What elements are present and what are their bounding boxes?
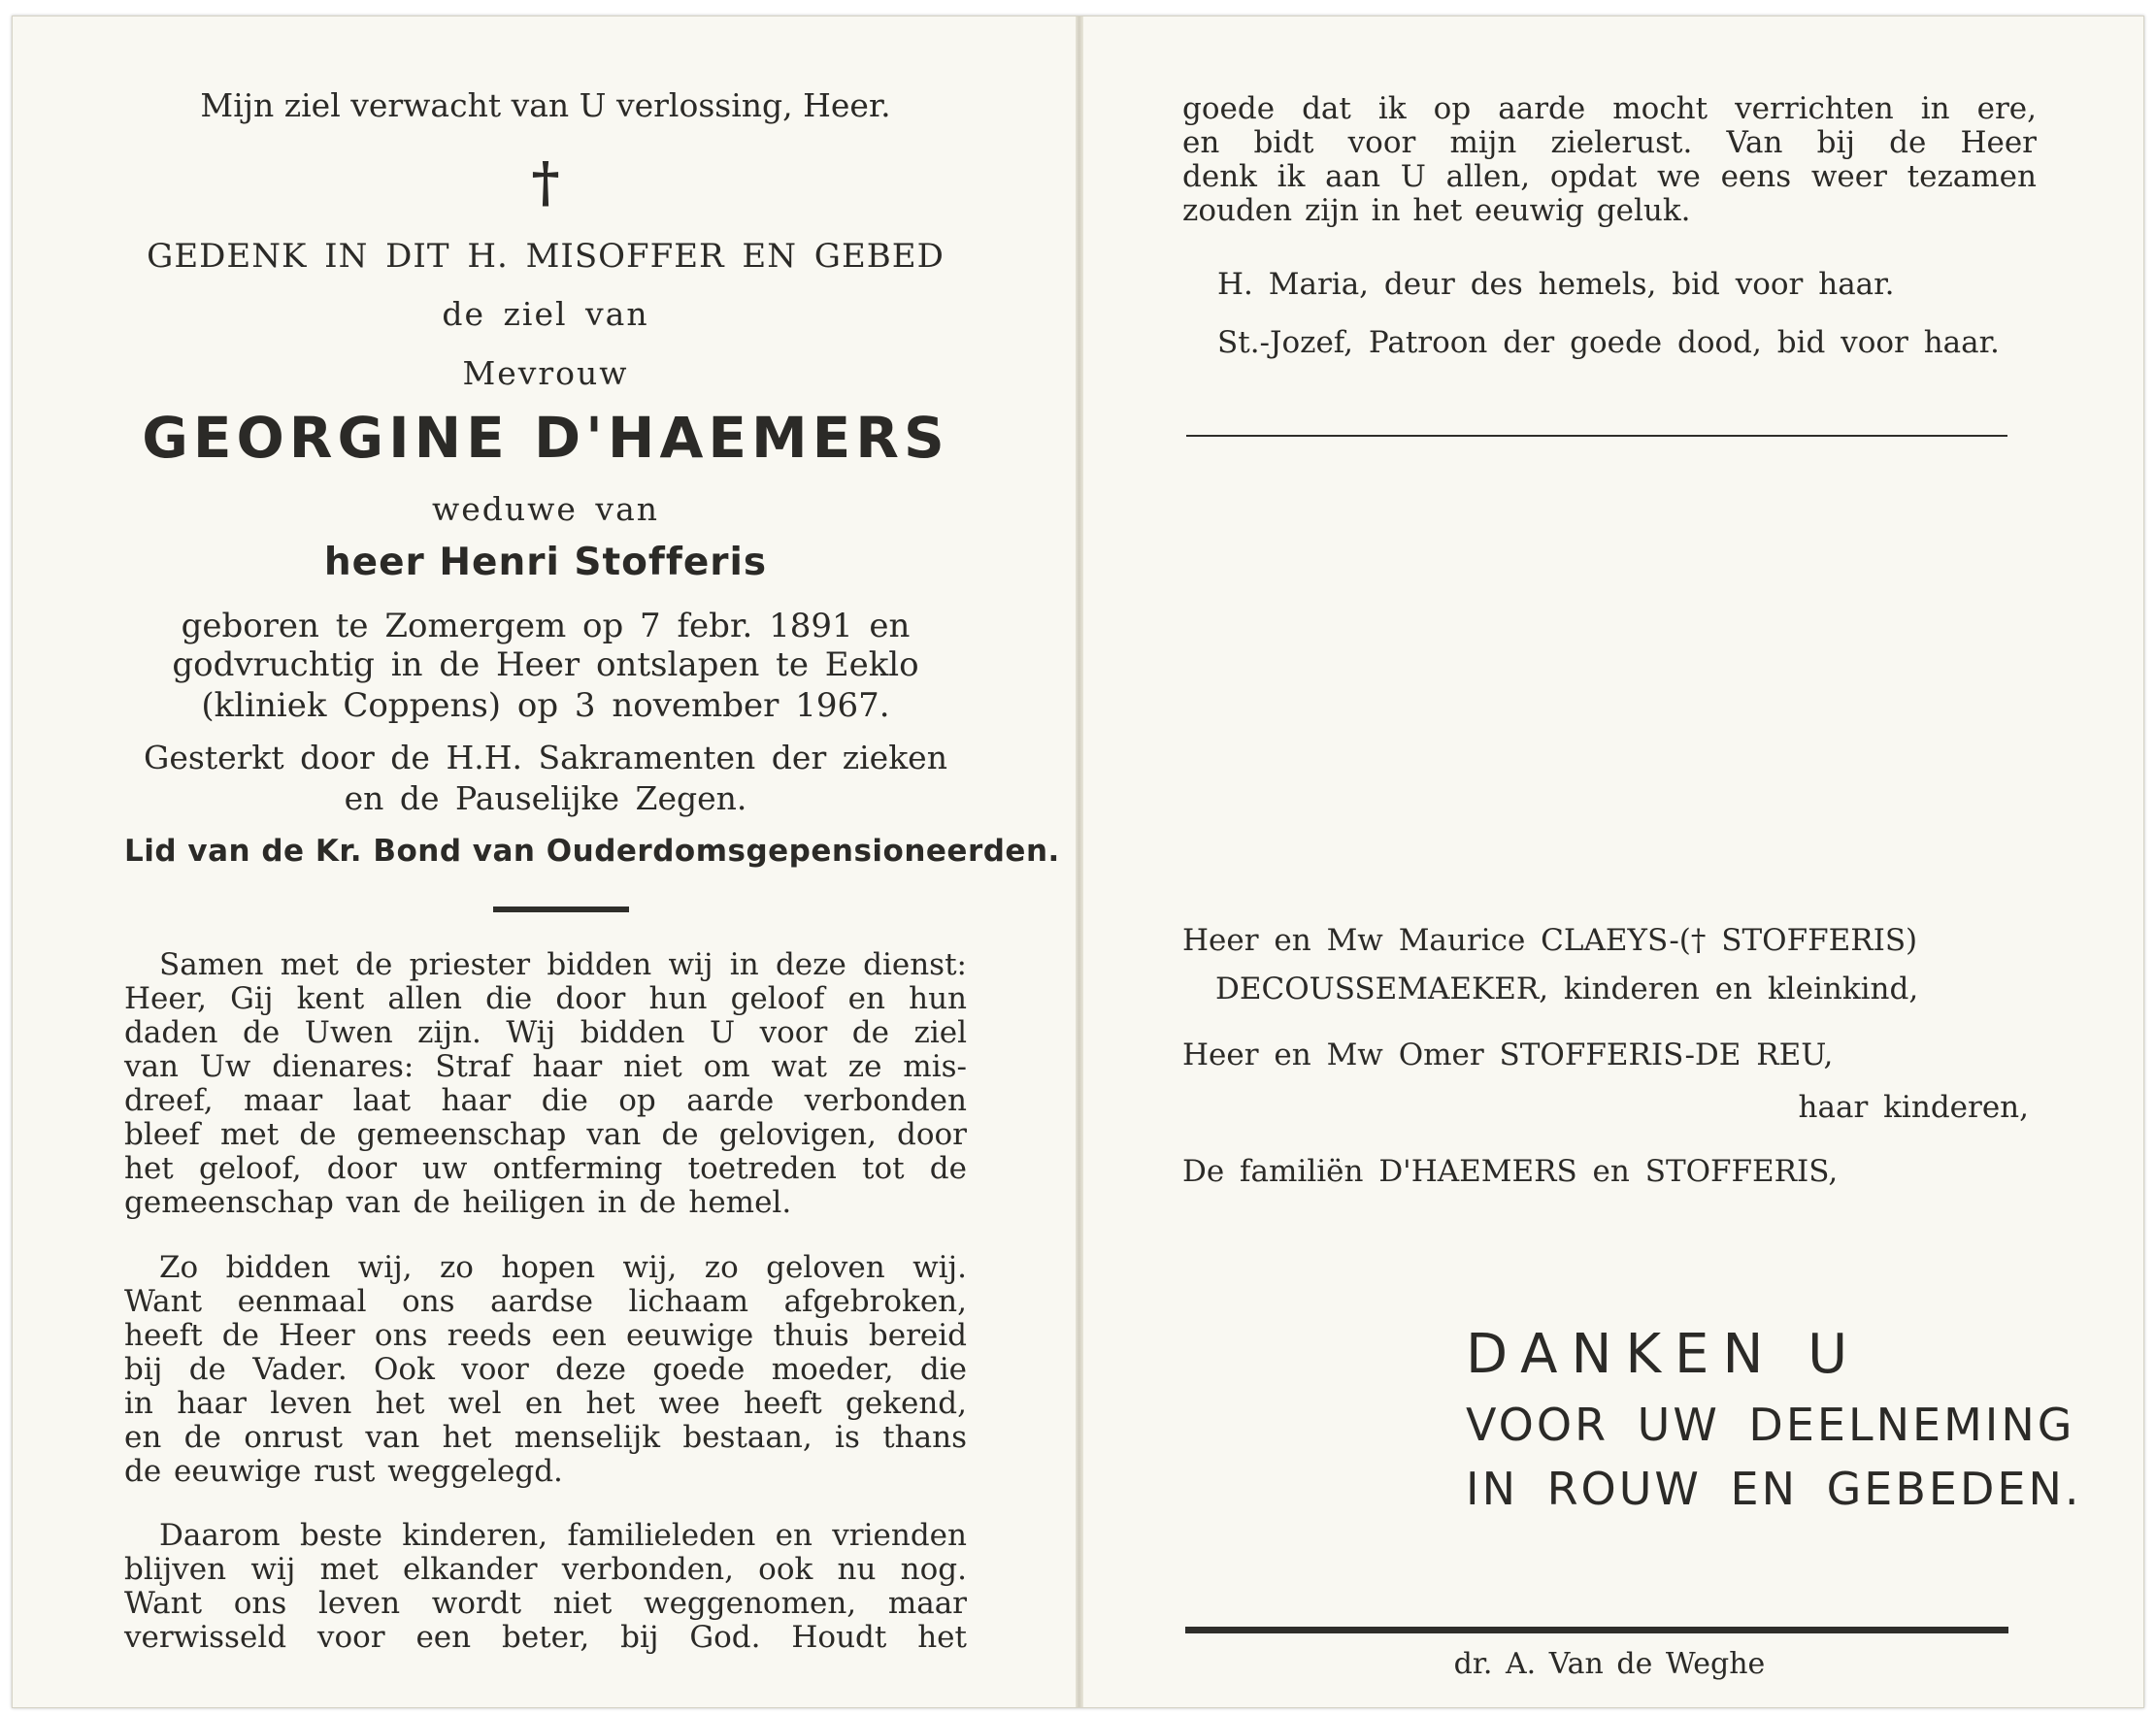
paragraph-line: en de onrust van het menselijk bestaan, is thans: [124, 1420, 967, 1455]
paragraph-line: Daarom beste kinderen, familieleden en vrienden: [159, 1518, 967, 1553]
paragraph-line: Zo bidden wij, zo hopen wij, zo geloven wij.: [159, 1250, 967, 1285]
right-panel: [1182, 16, 2082, 1707]
paragraph-line: bij de Vader. Ook voor deze goede moeder, die: [124, 1352, 967, 1387]
continuation-paragraph: [1182, 92, 2037, 228]
prayer-paragraph: [124, 1251, 967, 1489]
paragraph-line: zouden zijn in het eeuwig geluk.: [1182, 193, 1691, 228]
soul-of: de ziel van: [442, 295, 649, 333]
paragraph-line: gemeenschap van de heiligen in de hemel.: [124, 1185, 792, 1220]
widow-of: weduwe van: [432, 490, 659, 528]
paragraph-line: dreef, maar laat haar die op aarde verbonden: [124, 1083, 967, 1118]
thanks-line: VOOR UW DEELNEMING: [1466, 1399, 2075, 1451]
paragraph-line: Heer, Gij kent allen die door hun geloof en hun: [124, 981, 967, 1016]
family-line: DECOUSSEMAEKER, kinderen en kleinkind,: [1215, 972, 1919, 1006]
paragraph-line: verwisseld voor een beter, bij God. Houdt het: [124, 1620, 967, 1655]
birth-line: godvruchtig in de Heer ontslapen te Eeklo: [172, 645, 919, 684]
prayer-line: St.-Jozef, Patroon der goede dood, bid voor haar.: [1217, 325, 2000, 360]
card-fold: [1076, 16, 1083, 1707]
paragraph-line: de eeuwige rust weggelegd.: [124, 1454, 563, 1489]
bottom-rule: [1185, 1627, 2008, 1633]
sacrament-line: en de Pauselijke Zegen.: [344, 779, 747, 817]
motto: Mijn ziel verwacht van U verlossing, Heer.: [200, 86, 891, 124]
family-line: De familiën D'HAEMERS en STOFFERIS,: [1182, 1154, 1839, 1189]
intro-heading: GEDENK IN DIT H. MISOFFER EN GEBED: [147, 237, 945, 276]
birth-line: geboren te Zomergem op 7 febr. 1891 en: [181, 607, 911, 645]
left-panel: [124, 16, 1060, 1707]
thanks-title: DANKEN U: [1466, 1323, 1862, 1386]
honorific: Mevrouw: [462, 354, 629, 392]
paragraph-line: denk ik aan U allen, opdat we eens weer tezamen: [1182, 159, 2037, 194]
deceased-name: GEORGINE D'HAEMERS: [142, 405, 949, 471]
memorial-card: [12, 16, 2144, 1708]
paragraph-line: het geloof, door uw ontferming toetreden tot de: [124, 1151, 967, 1186]
cross-icon: †: [531, 150, 560, 214]
birth-line: (kliniek Coppens) op 3 november 1967.: [201, 686, 890, 725]
paragraph-line: goede dat ik op aarde mocht verrichten in ere,: [1182, 91, 2037, 126]
paragraph-line: blijven wij met elkander verbonden, ook nu nog.: [124, 1552, 967, 1587]
thanks-line: IN ROUW EN GEBEDEN.: [1466, 1463, 2082, 1515]
paragraph-line: Want eenmaal ons aardse lichaam afgebroken,: [124, 1284, 967, 1319]
paragraph-line: daden de Uwen zijn. Wij bidden U voor de ziel: [124, 1015, 967, 1050]
divider-line: [1186, 435, 2007, 437]
paragraph-line: heeft de Heer ons reeds een eeuwige thuis bereid: [124, 1318, 967, 1353]
paragraph-line: Want ons leven wordt niet weggenomen, maar: [124, 1586, 967, 1621]
prayer-line: H. Maria, deur des hemels, bid voor haar.: [1217, 267, 1895, 302]
paragraph-line: bleef met de gemeenschap van de gelovigen, door: [124, 1117, 967, 1152]
paragraph-line: van Uw dienares: Straf haar niet om wat ze mis-: [124, 1049, 967, 1084]
sacrament-line: Gesterkt door de H.H. Sakramenten der zieken: [144, 739, 947, 776]
short-divider: [493, 906, 629, 912]
paragraph-line: en bidt voor mijn zielerust. Van bij de Heer: [1182, 125, 2037, 160]
paragraph-line: Samen met de priester bidden wij in deze dienst:: [159, 947, 967, 982]
membership: Lid van de Kr. Bond van Ouderdomsgepensioneerden.: [124, 834, 1060, 869]
prayer-paragraph: [124, 948, 967, 1220]
family-line: haar kinderen,: [1798, 1090, 2029, 1125]
printer-credit: dr. A. Van de Weghe: [1453, 1647, 1766, 1681]
family-line: Heer en Mw Maurice CLAEYS-(† STOFFERIS): [1182, 923, 1918, 958]
husband-name: heer Henri Stofferis: [323, 541, 768, 584]
paragraph-line: in haar leven het wel en het wee heeft gekend,: [124, 1386, 967, 1421]
family-line: Heer en Mw Omer STOFFERIS-DE REU,: [1182, 1038, 1834, 1072]
prayer-paragraph: [124, 1519, 967, 1655]
